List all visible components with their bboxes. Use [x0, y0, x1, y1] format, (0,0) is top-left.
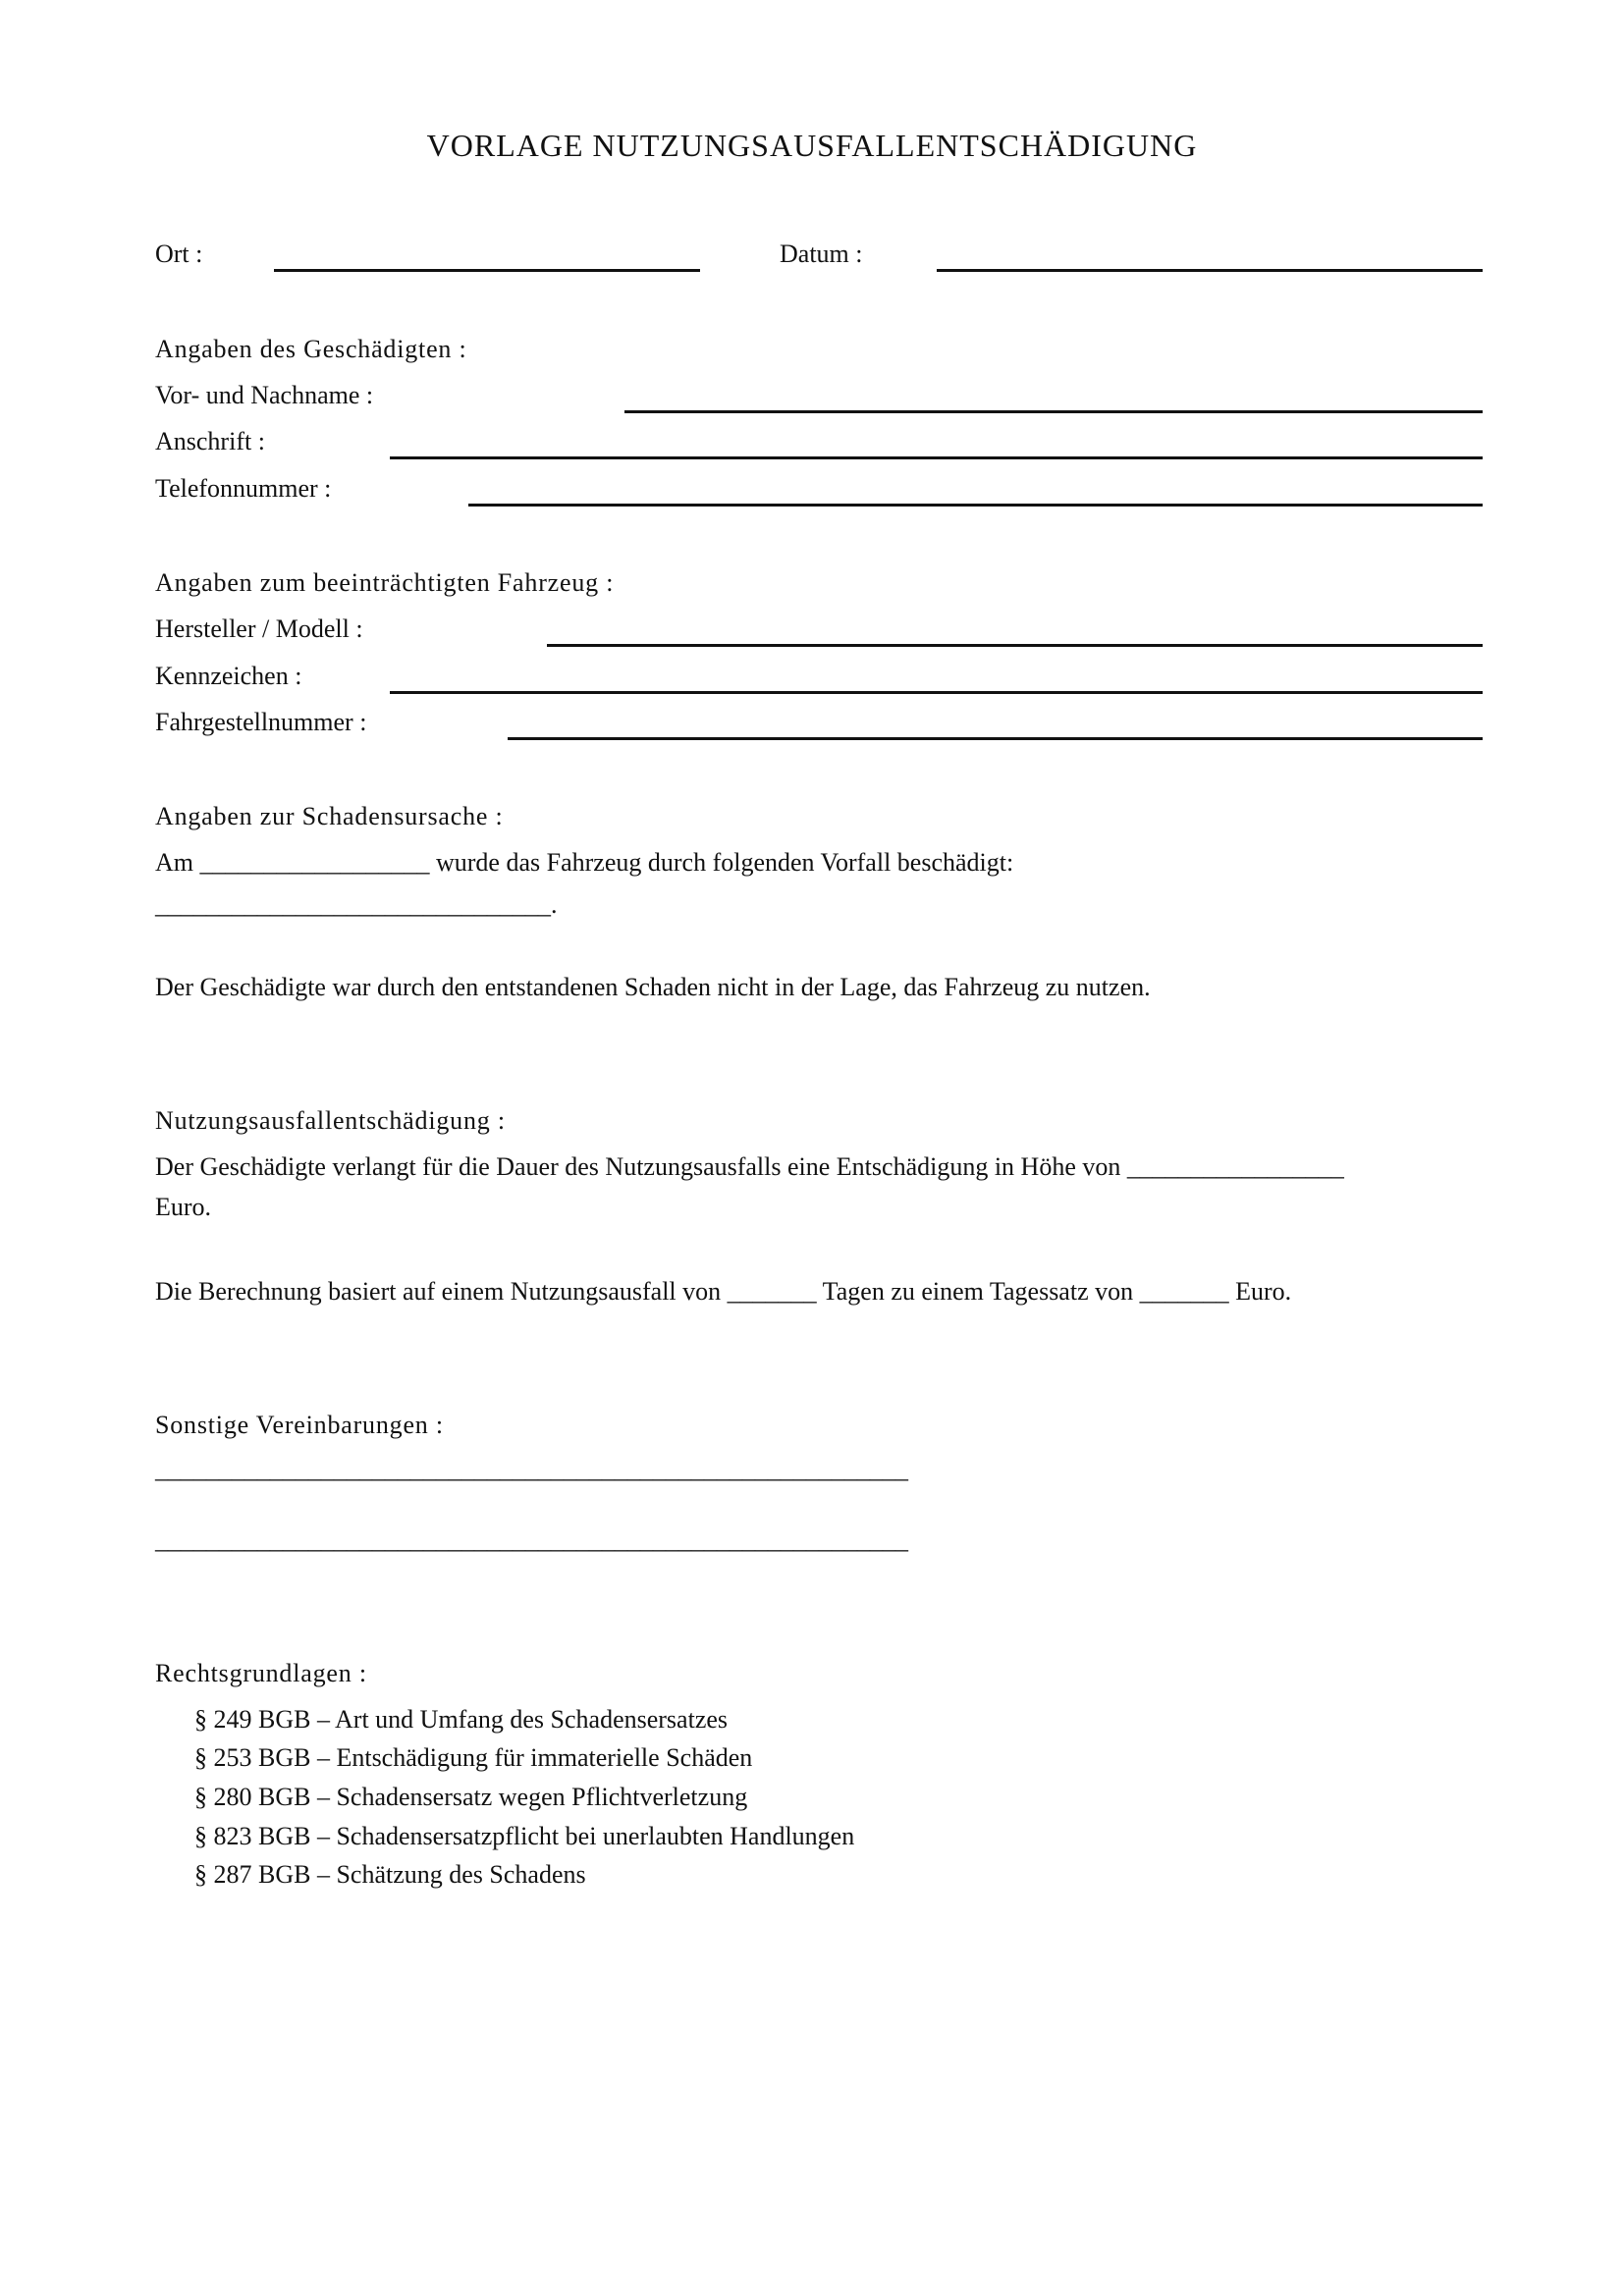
section-heading-sonstige: Sonstige Vereinbarungen : [155, 1411, 444, 1439]
kennzeichen-field[interactable] [390, 691, 1483, 694]
name-label: Vor- und Nachname : [155, 381, 374, 409]
section-heading-entschaedigung: Nutzungsausfallentschädigung : [155, 1106, 506, 1135]
ort-label: Ort : [155, 240, 203, 268]
entschaedigung-line1[interactable]: Der Geschädigte verlangt für die Dauer des Nutzungsausfalls eine Entschädigung in Höhe von _________________ [155, 1152, 1344, 1181]
hersteller-field[interactable] [547, 644, 1483, 647]
section-heading-geschaedigter: Angaben des Geschädigten : [155, 335, 467, 363]
section-heading-schadensursache: Angaben zur Schadensursache : [155, 802, 504, 830]
rechtsgrundlage-item: § 249 BGB – Art und Umfang des Schadensersatzes [194, 1705, 729, 1734]
anschrift-label: Anschrift : [155, 427, 265, 455]
telefon-label: Telefonnummer : [155, 474, 332, 503]
anschrift-field[interactable] [390, 456, 1483, 459]
schadensursache-line2[interactable]: _______________________________. [155, 890, 558, 919]
kennzeichen-label: Kennzeichen : [155, 662, 302, 690]
document-title: VORLAGE NUTZUNGSAUSFALLENTSCHÄDIGUNG [426, 128, 1198, 163]
name-field[interactable] [624, 410, 1483, 413]
ort-field[interactable] [274, 269, 700, 272]
sonstige-blank-line-1[interactable]: ___________________________________________________________ [155, 1455, 908, 1483]
schadensursache-statement: Der Geschädigte war durch den entstandenen Schaden nicht in der Lage, das Fahrzeug zu nutzen. [155, 973, 1151, 1001]
fahrgestell-label: Fahrgestellnummer : [155, 708, 367, 736]
section-heading-rechtsgrundlagen: Rechtsgrundlagen : [155, 1659, 367, 1687]
section-heading-fahrzeug: Angaben zum beeinträchtigten Fahrzeug : [155, 568, 615, 597]
rechtsgrundlage-item: § 287 BGB – Schätzung des Schadens [194, 1860, 586, 1889]
schadensursache-line1[interactable]: Am __________________ wurde das Fahrzeug durch folgenden Vorfall beschädigt: [155, 848, 1014, 877]
telefon-field[interactable] [468, 504, 1483, 507]
hersteller-label: Hersteller / Modell : [155, 614, 363, 643]
fahrgestell-field[interactable] [508, 737, 1483, 740]
rechtsgrundlage-item: § 253 BGB – Entschädigung für immaterielle Schäden [194, 1743, 753, 1772]
sonstige-blank-line-2[interactable]: ___________________________________________________________ [155, 1525, 908, 1554]
datum-label: Datum : [780, 240, 863, 268]
rechtsgrundlage-item: § 823 BGB – Schadensersatzpflicht bei unerlaubten Handlungen [194, 1822, 855, 1850]
berechnung-text[interactable]: Die Berechnung basiert auf einem Nutzungsausfall von _______ Tagen zu einem Tagessatz von _______ Euro. [155, 1277, 1292, 1306]
datum-field[interactable] [937, 269, 1483, 272]
entschaedigung-line2: Euro. [155, 1193, 212, 1221]
rechtsgrundlage-item: § 280 BGB – Schadensersatz wegen Pflichtverletzung [194, 1783, 748, 1811]
